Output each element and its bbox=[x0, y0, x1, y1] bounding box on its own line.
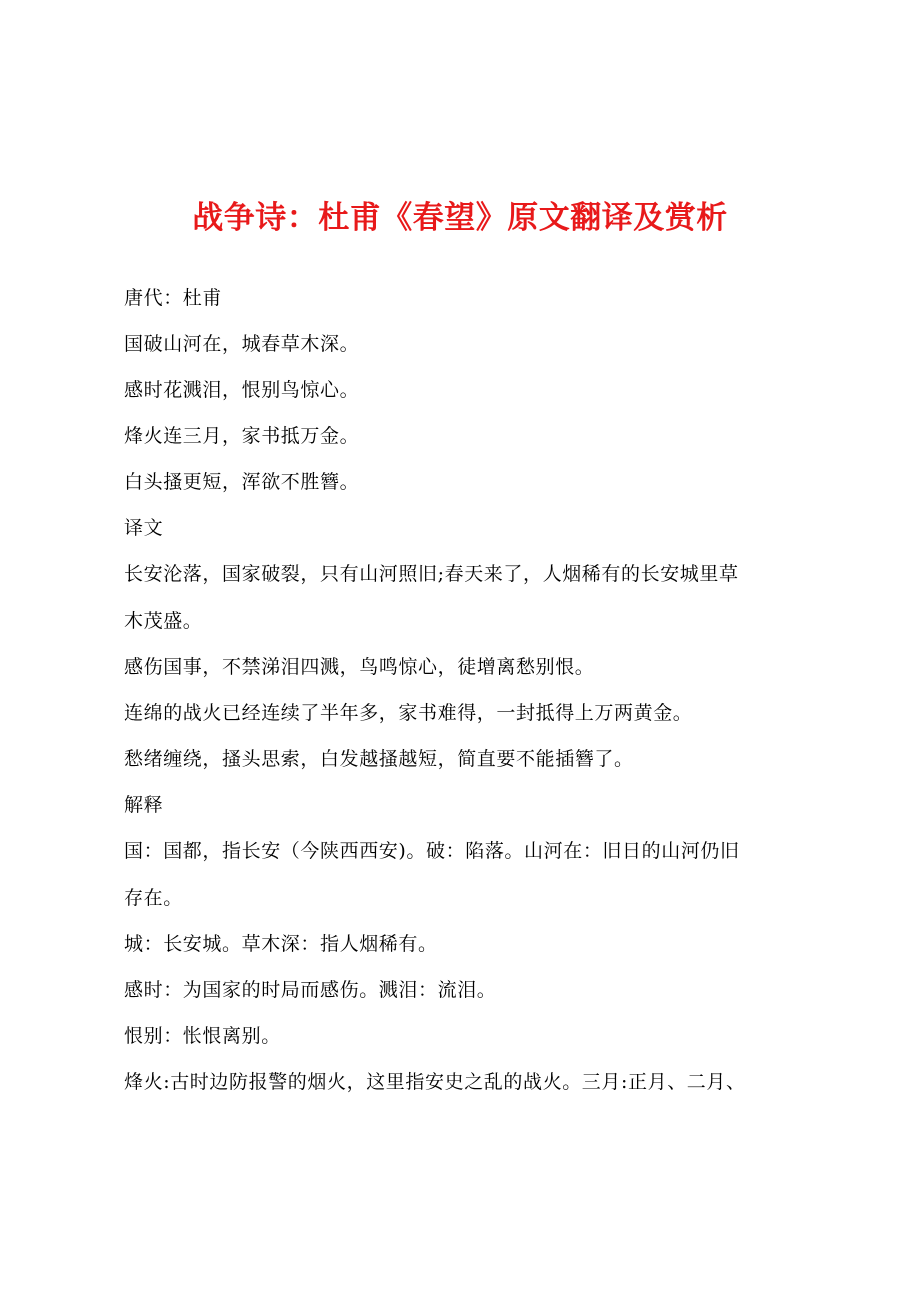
translation-paragraph bbox=[124, 559, 814, 636]
text-line: 城：长安城。草木深：指人烟稀有。 bbox=[124, 933, 438, 955]
document-body bbox=[124, 283, 814, 1113]
poem-line: 烽火连三月，家书抵万金。 bbox=[124, 425, 360, 447]
note-paragraph bbox=[124, 1021, 814, 1051]
poem-line: 感时花溅泪，恨别鸟惊心。 bbox=[124, 379, 360, 401]
author-line: 唐代：杜甫 bbox=[124, 287, 223, 309]
translation-heading: 译文 bbox=[124, 517, 164, 539]
text-line: 木茂盛。 bbox=[124, 610, 203, 632]
text-line: 国：国都，指长安（今陕西西安)。破：陷落。山河在：旧日的山河仍旧 bbox=[124, 840, 740, 862]
note-paragraph bbox=[124, 1067, 814, 1097]
note-paragraph bbox=[124, 929, 814, 959]
notes-heading: 解释 bbox=[124, 794, 164, 816]
poem-line: 白头搔更短，浑欲不胜簪。 bbox=[124, 471, 360, 493]
text-line: 长安沦落，国家破裂，只有山河照旧;春天来了，人烟稀有的长安城里草 bbox=[124, 563, 739, 585]
text-line: 感时：为国家的时局而感伤。溅泪：流泪。 bbox=[124, 979, 497, 1001]
note-paragraph bbox=[124, 975, 814, 1005]
translation-paragraph bbox=[124, 652, 814, 682]
document-title: 战争诗：杜甫《春望》原文翻译及赏析 bbox=[192, 200, 728, 236]
text-line: 烽火:古时边防报警的烟火，这里指安史之乱的战火。三月:正月、二月、 bbox=[124, 1071, 746, 1093]
text-line: 存在。 bbox=[124, 887, 183, 909]
note-paragraph bbox=[124, 836, 814, 913]
poem-line: 国破山河在，城春草木深。 bbox=[124, 333, 360, 355]
text-line: 连绵的战火已经连续了半年多，家书难得，一封抵得上万两黄金。 bbox=[124, 702, 693, 724]
translation-paragraph bbox=[124, 698, 814, 728]
text-line: 感伤国事，不禁涕泪四溅，鸟鸣惊心，徒增离愁别恨。 bbox=[124, 656, 595, 678]
text-line: 恨别：怅恨离别。 bbox=[124, 1025, 281, 1047]
translation-paragraph bbox=[124, 744, 814, 774]
text-line: 愁绪缠绕，搔头思索，白发越搔越短，简直要不能插簪了。 bbox=[124, 748, 634, 770]
